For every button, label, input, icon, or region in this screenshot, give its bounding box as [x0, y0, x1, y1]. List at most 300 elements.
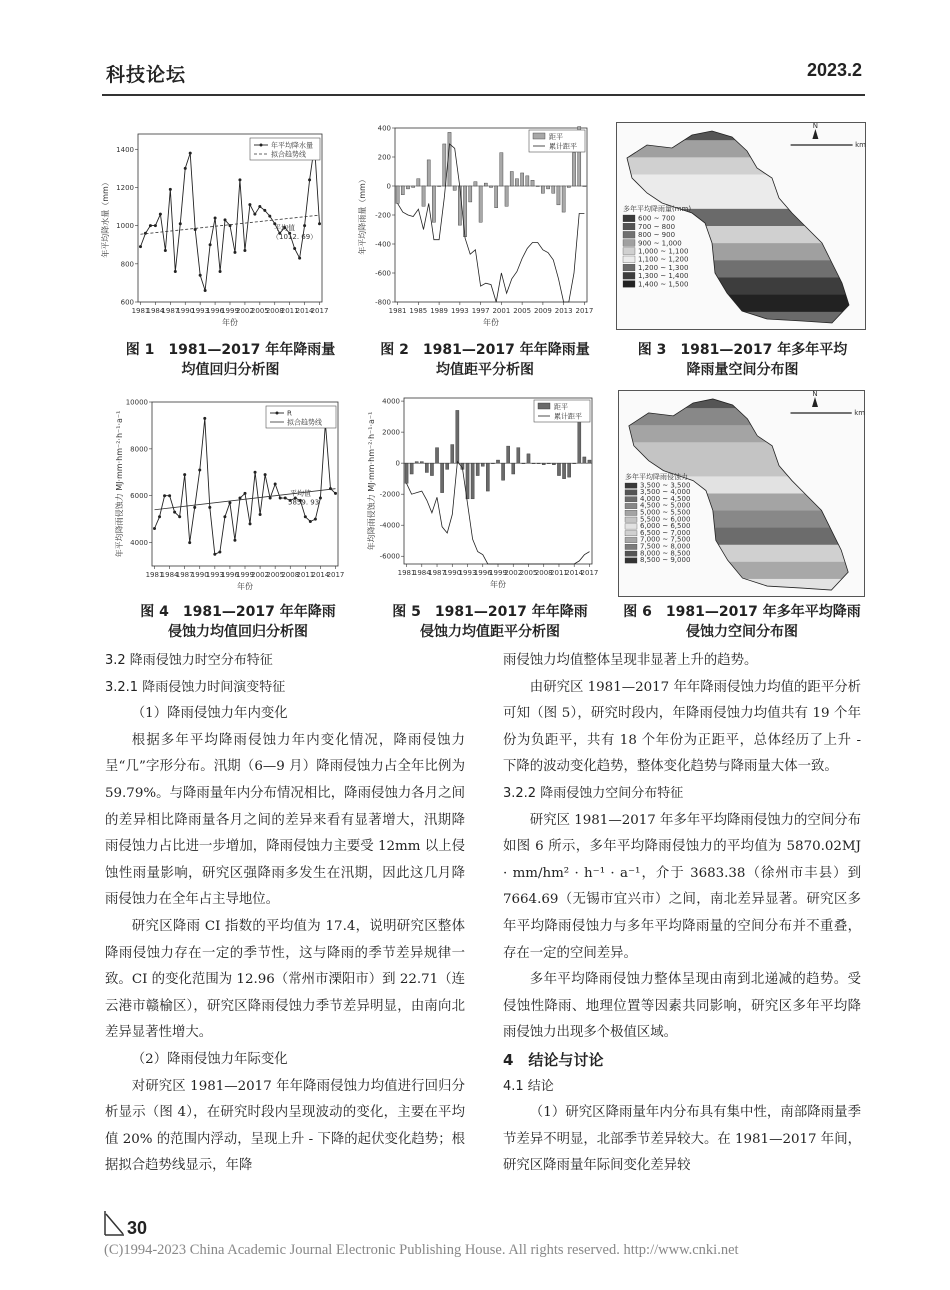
legend-class-label: 900 ~ 1,000 [638, 239, 682, 248]
map-zone [617, 123, 865, 141]
legend-swatch [623, 223, 635, 230]
data-point [189, 152, 192, 155]
x-tick-label: 2017 [326, 571, 345, 579]
section-3-2-1-heading: 3.2.1 降雨侵蚀力时间演变特征 [105, 679, 286, 695]
legend-class-label: 5,500 ~ 6,000 [640, 515, 691, 524]
legend-class-label: 6,000 ~ 6,500 [640, 522, 691, 531]
legend-swatch-bar [533, 133, 545, 139]
data-point [218, 550, 221, 553]
x-tick-label: 1990 [190, 571, 209, 579]
figure-3-caption-line2: 降雨量空间分布图 [686, 362, 799, 378]
data-point [233, 539, 236, 542]
legend-swatch [623, 215, 635, 222]
data-point [228, 501, 231, 504]
legend-swatch [623, 264, 635, 271]
map-zone [619, 391, 864, 409]
legend-class-label: 6,500 ~ 7,000 [640, 528, 691, 537]
x-tick-label: 1999 [489, 569, 507, 577]
legend-label: 拟合趋势线 [287, 418, 322, 427]
anomaly-bar [557, 463, 560, 475]
legend-swatch-dot [276, 412, 279, 415]
anomaly-bar [432, 186, 435, 222]
data-point [224, 218, 227, 221]
anomaly-bar [495, 186, 498, 208]
legend-swatch [625, 524, 637, 529]
anomaly-bar [573, 463, 576, 464]
x-tick-label: 1997 [471, 307, 490, 315]
figure-2-caption [365, 340, 605, 380]
legend-class-label: 7,000 ~ 7,500 [640, 535, 691, 544]
legend-label: 累计距平 [549, 142, 577, 151]
x-tick-label: 1985 [409, 307, 428, 315]
data-point [163, 494, 166, 497]
anomaly-bar [552, 463, 555, 465]
figure-1-caption [108, 340, 353, 380]
x-tick-label: 1993 [450, 307, 469, 315]
data-point [203, 417, 206, 420]
x-tick-label: 2014 [565, 569, 584, 577]
x-tick-label: 1993 [191, 307, 210, 315]
figure-3-map [616, 122, 866, 330]
item-1-heading: （1）降雨侵蚀力年内变化 [131, 706, 288, 722]
anomaly-bar [562, 186, 565, 212]
header-rule [102, 94, 865, 96]
anomaly-bar [568, 463, 571, 477]
data-point [159, 213, 162, 216]
y-tick-label: -200 [375, 211, 391, 220]
anomaly-bar [537, 463, 540, 464]
x-tick-label: 1987 [175, 571, 194, 579]
x-tick-label: 1981 [397, 569, 416, 577]
data-point [168, 494, 171, 497]
legend-class-label: 600 ~ 700 [638, 214, 676, 223]
legend-swatch [625, 558, 637, 563]
series-line [141, 146, 320, 291]
mean-value: （1012. 69） [272, 232, 318, 241]
figure-1-caption-line2: 均值回归分析图 [181, 362, 280, 378]
data-point [238, 497, 241, 500]
x-tick-label: 2005 [513, 307, 532, 315]
x-tick-label: 2017 [575, 307, 594, 315]
data-point [199, 274, 202, 277]
copyright-notice: (C)1994-2023 China Academic Journal Electronic Publishing House. All rights reserved. http://www.cnki.net [104, 1242, 739, 1258]
x-tick-label: 1984 [146, 307, 165, 315]
legend-swatch-dot [260, 144, 263, 147]
legend-swatch [623, 231, 635, 238]
legend-swatch [625, 510, 637, 515]
figure-3-caption-line1: 图 3 1981—2017 年多年平均 [637, 342, 848, 358]
mean-label: 平均值 [290, 489, 311, 498]
anomaly-bar [567, 186, 570, 187]
anomaly-bar [496, 460, 499, 463]
x-tick-label: 2014 [295, 307, 314, 315]
x-tick-label: 1989 [430, 307, 449, 315]
anomaly-bar [469, 186, 472, 202]
x-tick-label: 1981 [388, 307, 407, 315]
anomaly-bar [406, 186, 409, 189]
legend-title: 多年平均降雨量(mm) [623, 205, 692, 213]
anomaly-bar [427, 160, 430, 186]
map-zone [619, 408, 864, 426]
legend-label: 距平 [554, 403, 568, 411]
figure-1-chart [100, 120, 340, 335]
x-tick-label: 2017 [310, 307, 329, 315]
figure-4-caption-line1: 图 4 1981—2017 年年降雨 [140, 604, 336, 620]
data-point [209, 243, 212, 246]
x-tick-label: 2008 [265, 307, 284, 315]
data-point [204, 289, 207, 292]
figure-2-caption-line1: 图 2 1981—2017 年年降雨量 [380, 342, 590, 358]
data-point [259, 513, 262, 516]
legend-class-label: 800 ~ 900 [638, 231, 676, 240]
y-axis-label: 年平均降雨侵蚀力 MJ·mm·hm⁻²·h⁻¹·a⁻¹ [115, 410, 124, 558]
x-tick-label: 1984 [412, 569, 431, 577]
right-column [503, 648, 861, 1180]
x-tick-label: 1990 [176, 307, 195, 315]
legend-class-label: 7,500 ~ 8,000 [640, 542, 691, 551]
paragraph: 对研究区 1981—2017 年年降雨侵蚀力均值进行回归分析显示（图 4），在研究时段内呈现波动的变化，主要在平均值 20% 的范围内浮动，呈现上升 - 下降的起伏变化趋势；根据拟合趋势线显示，年降 [105, 1078, 465, 1174]
y-tick-label: -600 [375, 269, 391, 278]
x-axis-label: 年份 [483, 318, 499, 327]
anomaly-bar [557, 186, 560, 205]
data-point [214, 217, 217, 220]
anomaly-bar [515, 179, 518, 186]
data-point [158, 515, 161, 518]
data-point [308, 178, 311, 181]
x-tick-label: 1987 [428, 569, 446, 577]
legend-class-label: 700 ~ 800 [638, 222, 676, 231]
anomaly-bar [547, 463, 550, 464]
legend-label: 距平 [549, 133, 563, 141]
legend-label: 累计距平 [554, 412, 582, 421]
issue-number: 2023.2 [806, 60, 862, 80]
data-point [304, 515, 307, 518]
anomaly-bar [435, 448, 438, 464]
figure-4 [100, 388, 345, 598]
paragraph: 研究区降雨 CI 指数的平均值为 17.4，说明研究区整体降雨侵蚀力存在一定的季节性，这与降雨的季节差异规律一致。CI 的变化范围为 12.96（常州市溧阳市）到 22.71（连云港市赣榆区），研究区降雨侵蚀力季节差异明显，由南向北差异显著性增大。 [105, 918, 465, 1041]
figure-1 [100, 120, 340, 335]
anomaly-bar [572, 153, 575, 186]
data-point [274, 483, 277, 486]
anomaly-bar [474, 182, 477, 186]
data-point [154, 224, 157, 227]
x-tick-label: 1993 [205, 571, 224, 579]
anomaly-bar [536, 186, 539, 187]
item-2-heading: （2）降雨侵蚀力年际变化 [131, 1051, 288, 1067]
plot-frame [404, 398, 592, 564]
legend-class-label: 1,200 ~ 1,300 [638, 263, 689, 272]
legend-swatch [625, 497, 637, 502]
map-zone [617, 157, 865, 175]
data-point [178, 515, 181, 518]
data-point [139, 245, 142, 248]
anomaly-bar [491, 463, 494, 464]
y-tick-label: 1000 [116, 222, 134, 231]
anomaly-bar [471, 463, 474, 499]
plot-frame [395, 128, 587, 302]
data-point [153, 527, 156, 530]
figure-6-caption-line1: 图 6 1981—2017 年多年平均降雨 [623, 604, 861, 620]
paragraph: 雨侵蚀力均值整体呈现非显著上升的趋势。 [503, 653, 758, 668]
legend-class-label: 4,000 ~ 4,500 [640, 494, 691, 503]
scale-units: km [855, 141, 866, 149]
legend-swatch [625, 531, 637, 536]
section-3-2-2-heading: 3.2.2 降雨侵蚀力空间分布特征 [503, 785, 684, 801]
anomaly-bar [583, 457, 586, 463]
anomaly-bar [546, 186, 549, 189]
anomaly-bar [425, 463, 428, 472]
data-point [293, 247, 296, 250]
y-tick-label: -2000 [379, 490, 400, 499]
x-tick-label: 2002 [236, 307, 254, 315]
legend-label: 拟合趋势线 [271, 150, 306, 159]
page-number: 30 [127, 1218, 148, 1238]
anomaly-bar [420, 462, 423, 464]
y-tick-label: 400 [377, 124, 391, 133]
data-point [208, 506, 211, 509]
anomaly-bar [532, 463, 535, 464]
data-point [263, 209, 266, 212]
data-point [223, 515, 226, 518]
x-tick-label: 1987 [161, 307, 180, 315]
figure-2 [355, 120, 595, 335]
y-tick-label: -6000 [379, 552, 400, 561]
y-tick-label: 0 [395, 459, 400, 468]
north-arrow-icon [812, 397, 818, 407]
x-tick-label: 1999 [236, 571, 254, 579]
map-zone [619, 579, 864, 597]
y-axis-label: 年均降雨侵蚀力 MJ·mm·hm⁻²·h⁻¹·a⁻¹ [367, 411, 376, 551]
data-point [248, 203, 251, 206]
data-point [269, 497, 272, 500]
data-point [253, 213, 256, 216]
data-point [243, 249, 246, 252]
x-tick-label: 1993 [458, 569, 477, 577]
paragraph: 由研究区 1981—2017 年年降雨侵蚀力均值的距平分析可知（图 5），研究时段内，年降雨侵蚀力均值共有 19 个年份为负距平，共有 18 个年份为正距平，总体经历了上升 - 下降的波动变化趋势，整体变化趋势与降雨量大体一致。 [503, 679, 861, 775]
anomaly-bar [562, 463, 565, 479]
anomaly-bar [476, 463, 479, 475]
data-point [319, 497, 322, 500]
anomaly-bar [502, 463, 505, 480]
data-point [219, 270, 222, 273]
data-point [254, 471, 257, 474]
cumulative-line [398, 144, 585, 302]
y-tick-label: 600 [120, 298, 134, 307]
figure-4-caption [118, 602, 358, 642]
data-point [303, 224, 306, 227]
anomaly-bar [505, 186, 508, 206]
anomaly-bar [456, 410, 459, 463]
anomaly-bar [512, 463, 515, 474]
x-axis-label: 年份 [222, 318, 238, 327]
x-tick-label: 1999 [221, 307, 239, 315]
anomaly-bar [458, 186, 461, 225]
data-point [213, 553, 216, 556]
data-point [174, 270, 177, 273]
legend-swatch [623, 281, 635, 288]
legend-class-label: 5,000 ~ 5,500 [640, 508, 691, 517]
figure-5-caption [370, 602, 610, 642]
y-tick-label: -4000 [379, 521, 400, 530]
map-zone [617, 175, 865, 193]
figure-5-chart [352, 388, 600, 598]
figure-1-caption-line1: 图 1 1981—2017 年年降雨量 [125, 342, 336, 358]
anomaly-bar [527, 454, 530, 463]
anomaly-bar [522, 463, 525, 464]
series-line [155, 418, 336, 554]
y-tick-label: 4000 [382, 397, 400, 406]
y-tick-label: 1400 [116, 145, 134, 154]
x-tick-label: 2005 [250, 307, 269, 315]
anomaly-bar [441, 463, 444, 492]
legend-label: 年平均降水量 [271, 141, 313, 150]
data-point [184, 167, 187, 170]
paragraph: 研究区 1981—2017 年多年平均降雨侵蚀力的空间分布如图 6 所示，多年平均降雨侵蚀力的平均值为 5870.02MJ · mm/hm² · h⁻¹ · a⁻¹，介于 3683.38（徐州市丰县）到 7664.69（无锡市宜兴市）之间，南北差异显著。研究区多年平均降雨侵蚀力与多年平均降雨量的空间分布并不重叠，存在一定的空间差异。 [503, 812, 861, 961]
north-arrow-icon [812, 129, 818, 139]
x-tick-label: 2005 [519, 569, 538, 577]
data-point [264, 473, 267, 476]
legend-title: 多年平均降雨侵蚀力 [625, 473, 688, 481]
anomaly-bar [484, 183, 487, 186]
x-tick-label: 2002 [504, 569, 523, 577]
x-tick-label: 2008 [534, 569, 553, 577]
legend-class-label: 4,500 ~ 5,000 [640, 501, 691, 510]
section-4-1-heading: 4.1 结论 [503, 1078, 554, 1094]
data-point [318, 222, 321, 225]
x-tick-label: 2002 [251, 571, 269, 579]
x-axis-label: 年份 [490, 580, 506, 589]
anomaly-bar [500, 153, 503, 186]
x-tick-label: 2009 [533, 307, 552, 315]
legend-swatch [623, 256, 635, 263]
y-tick-label: 10000 [125, 398, 148, 407]
anomaly-bar [541, 186, 544, 193]
x-tick-label: 2011 [550, 569, 568, 577]
map-zone [617, 312, 865, 330]
x-tick-label: 2011 [280, 307, 299, 315]
x-tick-label: 1996 [221, 571, 239, 579]
scale-units: km [854, 409, 866, 417]
anomaly-bar [451, 445, 454, 464]
data-point [198, 468, 201, 471]
anomaly-bar [479, 186, 482, 222]
anomaly-bar [507, 446, 510, 463]
legend-class-label: 1,100 ~ 1,200 [638, 255, 689, 264]
data-point [244, 492, 247, 495]
anomaly-bar [396, 186, 399, 203]
x-tick-label: 2017 [580, 569, 599, 577]
north-label: N [812, 390, 818, 398]
cumulative-line [407, 462, 590, 564]
legend-class-label: 3,500 ~ 3,500 [640, 481, 691, 490]
y-tick-label: 200 [377, 153, 391, 162]
legend-class-label: 1,400 ~ 1,500 [638, 280, 689, 289]
anomaly-bar [510, 172, 513, 187]
legend-class-label: 1,000 ~ 1,100 [638, 247, 689, 256]
figure-6-map-svg [619, 391, 864, 596]
data-point [279, 497, 282, 500]
journal-name: 科技论坛 [106, 64, 187, 86]
data-point [149, 224, 152, 227]
data-point [258, 205, 261, 208]
legend-class-label: 8,500 ~ 9,000 [640, 556, 691, 565]
legend-swatch [623, 240, 635, 247]
legend-swatch [625, 537, 637, 542]
legend-label: R [287, 409, 292, 418]
data-point [233, 251, 236, 254]
legend-swatch [625, 551, 637, 556]
paragraph: 多年平均降雨侵蚀力整体呈现由南到北递减的趋势。受侵蚀性降雨、地理位置等因素共同影响，研究区多年平均降雨侵蚀力出现多个极值区域。 [503, 972, 861, 1041]
y-axis-label: 年平均降水量（mm） [101, 178, 110, 258]
x-tick-label: 2008 [281, 571, 300, 579]
y-tick-label: 6000 [130, 492, 148, 501]
data-point [188, 541, 191, 544]
paragraph: 根据多年平均降雨侵蚀力年内变化情况，降雨侵蚀力呈“几”字形分布。汛期（6—9 月）降雨侵蚀力占全年比例为 59.79%。与降雨量年内分布情况相比，降雨侵蚀力各月之间的差异相比降雨量各月之间的差异来看有显著增大，汛期降雨侵蚀力占比进一步增加，降雨侵蚀力主要受 12mm 以上侵蚀性雨量影响，研究区强降雨多发生在汛期，因此这几月降雨侵蚀力在全年占主导地位。 [105, 732, 465, 908]
paragraph: （1）研究区降雨量年内分布具有集中性，南部降雨量季节差异不明显，北部季节差异较大。在 1981—2017 年间，研究区降雨量年际间变化差异较 [503, 1105, 861, 1174]
data-point [183, 473, 186, 476]
left-column [105, 648, 465, 1180]
x-tick-label: 1990 [443, 569, 462, 577]
anomaly-bar [526, 176, 529, 186]
figure-5 [352, 388, 600, 598]
anomaly-bar [583, 186, 586, 187]
page-corner-mark-icon [103, 1210, 125, 1236]
data-point [173, 511, 176, 514]
anomaly-bar [489, 186, 492, 187]
figure-6-caption [612, 602, 872, 642]
anomaly-bar [422, 186, 425, 206]
anomaly-bar [542, 463, 545, 465]
map-zone [619, 442, 864, 460]
legend-swatch [623, 272, 635, 279]
legend-swatch [625, 517, 637, 522]
y-tick-label: -800 [375, 298, 391, 307]
anomaly-bar [588, 460, 591, 463]
legend-class-label: 8,000 ~ 8,500 [640, 549, 691, 558]
legend-class-label: 1,300 ~ 1,400 [638, 272, 689, 281]
anomaly-bar [412, 186, 415, 187]
anomaly-bar [443, 144, 446, 186]
anomaly-bar [517, 448, 520, 464]
figure-4-caption-line2: 侵蚀力均值回归分析图 [168, 624, 308, 640]
x-tick-label: 2001 [492, 307, 511, 315]
y-tick-label: 2000 [382, 428, 400, 437]
legend-swatch [625, 483, 637, 488]
figure-3-map-svg [617, 123, 865, 329]
x-tick-label: 1981 [131, 307, 150, 315]
anomaly-bar [410, 463, 413, 474]
legend-class-label: 3,500 ~ 4,000 [640, 488, 691, 497]
data-point [193, 506, 196, 509]
mean-value: 5859. 93 [288, 498, 320, 507]
y-tick-label: 4000 [130, 539, 148, 548]
north-label: N [812, 122, 819, 130]
x-tick-label: 1996 [206, 307, 224, 315]
y-tick-label: -400 [375, 240, 391, 249]
x-tick-label: 2005 [266, 571, 285, 579]
legend-swatch [625, 503, 637, 508]
legend-swatch [625, 544, 637, 549]
anomaly-bar [453, 186, 456, 190]
data-point [249, 522, 252, 525]
map-zone [619, 425, 864, 443]
x-tick-label: 1984 [160, 571, 179, 579]
y-tick-label: 0 [386, 182, 391, 191]
x-tick-label: 2013 [554, 307, 573, 315]
anomaly-bar [415, 462, 418, 464]
data-point [169, 188, 172, 191]
anomaly-bar [437, 186, 440, 187]
